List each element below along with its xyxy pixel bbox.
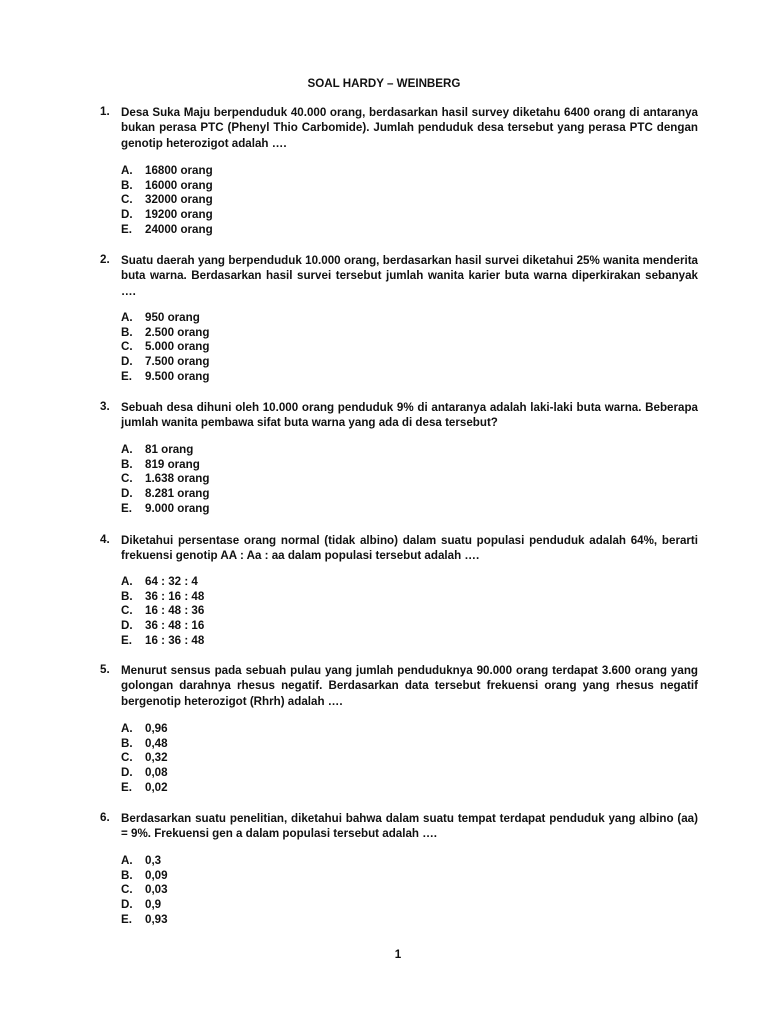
option-letter: C. <box>121 340 133 354</box>
option-letter: A. <box>121 164 133 177</box>
option-item <box>121 443 209 458</box>
option-item <box>121 781 168 796</box>
option-item <box>121 355 209 370</box>
option-text: 0,3 <box>145 854 162 867</box>
option-letter: B. <box>121 178 133 192</box>
option-item <box>121 766 168 781</box>
question-number: 4. <box>100 533 110 546</box>
option-item <box>121 370 209 385</box>
option-item <box>121 223 213 238</box>
option-item <box>121 737 168 752</box>
option-item <box>121 634 204 649</box>
option-item <box>121 869 168 884</box>
option-item <box>121 913 168 928</box>
option-text: 2.500 orang <box>145 325 210 339</box>
option-letter: E. <box>121 780 132 794</box>
option-item <box>121 751 168 766</box>
option-letter: D. <box>121 619 133 633</box>
option-letter: D. <box>121 766 133 780</box>
question-number: 6. <box>100 811 110 824</box>
option-letter: A. <box>121 311 133 324</box>
option-text: 16800 orang <box>145 164 213 177</box>
option-letter: A. <box>121 722 133 735</box>
option-text: 36 : 48 : 16 <box>145 619 205 633</box>
option-text: 819 orang <box>145 457 200 471</box>
option-letter: B. <box>121 868 133 882</box>
question-number: 2. <box>100 253 110 266</box>
option-letter: A. <box>121 854 133 867</box>
option-item <box>121 311 209 326</box>
option-letter: E. <box>121 633 132 647</box>
option-item <box>121 208 213 223</box>
options-list <box>121 443 209 516</box>
option-text: 19200 orang <box>145 208 213 222</box>
option-item <box>121 487 209 502</box>
option-text: 0,02 <box>145 780 168 794</box>
question-1 <box>100 105 698 151</box>
question-2 <box>100 253 698 299</box>
option-item <box>121 502 209 517</box>
option-letter: E. <box>121 912 132 926</box>
option-letter: B. <box>121 589 133 603</box>
option-text: 1.638 orang <box>145 472 210 486</box>
option-text: 0,03 <box>145 883 168 897</box>
option-item <box>121 179 213 194</box>
option-letter: A. <box>121 575 133 588</box>
option-text: 16 : 48 : 36 <box>145 604 205 618</box>
options-list <box>121 575 204 648</box>
option-text: 9.000 orang <box>145 501 210 515</box>
option-item <box>121 722 168 737</box>
option-item <box>121 164 213 179</box>
option-text: 16 : 36 : 48 <box>145 633 205 647</box>
option-text: 0,08 <box>145 766 168 780</box>
option-item <box>121 604 204 619</box>
option-item <box>121 193 213 208</box>
question-text: Berdasarkan suatu penelitian, diketahui bahwa dalam suatu tempat terdapat penduduk yang albino (aa) = 9%. Frekuensi gen a dalam populasi tersebut adalah …. <box>121 812 698 841</box>
question-6 <box>100 811 698 842</box>
option-text: 8.281 orang <box>145 487 210 501</box>
option-text: 9.500 orang <box>145 369 210 383</box>
option-item <box>121 898 168 913</box>
option-text: 7.500 orang <box>145 355 210 369</box>
question-number: 1. <box>100 105 110 118</box>
option-item <box>121 458 209 473</box>
question-text: Desa Suka Maju berpenduduk 40.000 orang, berdasarkan hasil survey diketahu 6400 orang di antaranya bukan perasa PTC (Phenyl Thio Carbomide). Jumlah penduduk desa tersebut yang perasa PTC dengan genotip heterozigot adalah …. <box>121 106 698 150</box>
page-number: 1 <box>394 948 402 961</box>
option-letter: D. <box>121 355 133 369</box>
option-letter: C. <box>121 472 133 486</box>
option-item <box>121 575 204 590</box>
option-text: 0,9 <box>145 898 162 912</box>
option-letter: C. <box>121 883 133 897</box>
option-item <box>121 619 204 634</box>
option-letter: B. <box>121 325 133 339</box>
option-text: 950 orang <box>145 311 200 324</box>
option-text: 0,32 <box>145 751 168 765</box>
option-letter: E. <box>121 369 132 383</box>
question-4 <box>100 533 698 564</box>
option-letter: B. <box>121 736 133 750</box>
option-text: 0,09 <box>145 868 168 882</box>
question-number: 5. <box>100 663 110 676</box>
option-letter: E. <box>121 501 132 515</box>
question-number: 3. <box>100 400 110 413</box>
option-text: 36 : 16 : 48 <box>145 589 205 603</box>
option-letter: E. <box>121 222 132 236</box>
option-text: 0,96 <box>145 722 168 735</box>
option-text: 24000 orang <box>145 222 213 236</box>
options-list <box>121 854 168 927</box>
question-3 <box>100 400 698 431</box>
options-list <box>121 722 168 795</box>
question-5 <box>100 663 698 709</box>
options-list <box>121 311 209 384</box>
question-text: Menurut sensus pada sebuah pulau yang jumlah penduduknya 90.000 orang terdapat 3.600 orang yang golongan darahnya rhesus negatif. Berdasarkan data tersebut frekuensi orang yang rhesus negatif bergenotip heterozigot (Rhrh) adalah …. <box>121 664 698 708</box>
option-letter: D. <box>121 898 133 912</box>
option-text: 81 orang <box>145 443 194 456</box>
option-item <box>121 472 209 487</box>
option-text: 0,93 <box>145 912 168 926</box>
option-text: 0,48 <box>145 736 168 750</box>
option-text: 16000 orang <box>145 178 213 192</box>
option-letter: D. <box>121 487 133 501</box>
option-item <box>121 590 204 605</box>
page-title: SOAL HARDY – WEINBERG <box>307 77 461 90</box>
option-letter: B. <box>121 457 133 471</box>
question-text: Sebuah desa dihuni oleh 10.000 orang penduduk 9% di antaranya adalah laki-laki buta warna. Beberapa jumlah wanita pembawa sifat buta warna yang ada di desa tersebut? <box>121 401 698 430</box>
option-letter: D. <box>121 208 133 222</box>
options-list <box>121 164 213 237</box>
option-item <box>121 854 168 869</box>
option-item <box>121 883 168 898</box>
option-text: 5.000 orang <box>145 340 210 354</box>
question-text: Suatu daerah yang berpenduduk 10.000 orang, berdasarkan hasil survei diketahui 25% wanita menderita buta warna. Berdasarkan hasil survei tersebut jumlah wanita karier buta warna diperkirakan sebanyak …. <box>121 254 698 298</box>
option-letter: C. <box>121 193 133 207</box>
option-text: 32000 orang <box>145 193 213 207</box>
option-letter: C. <box>121 751 133 765</box>
option-letter: C. <box>121 604 133 618</box>
question-text: Diketahui persentase orang normal (tidak albino) dalam suatu populasi penduduk adalah 64%, berarti frekuensi genotip AA : Aa : aa dalam populasi tersebut adalah …. <box>121 534 698 563</box>
option-text: 64 : 32 : 4 <box>145 575 198 588</box>
option-letter: A. <box>121 443 133 456</box>
option-item <box>121 326 209 341</box>
option-item <box>121 340 209 355</box>
